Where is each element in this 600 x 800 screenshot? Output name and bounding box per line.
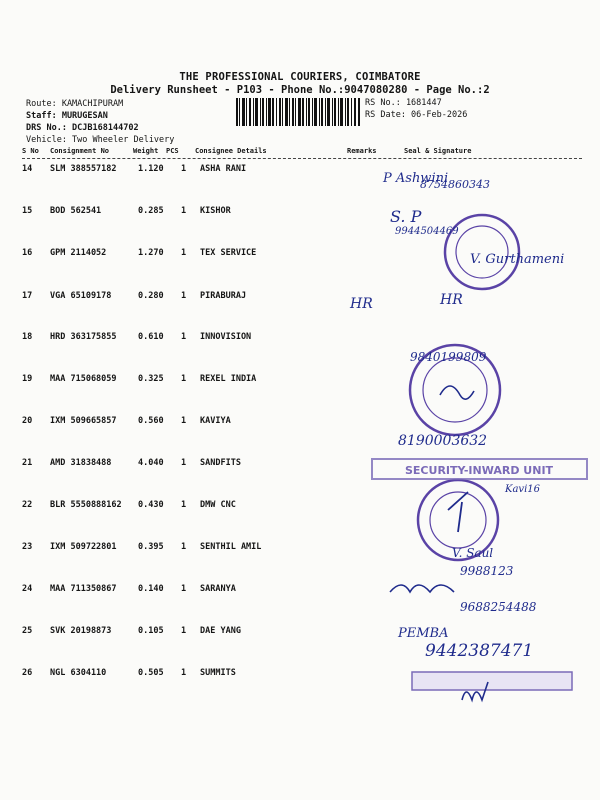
hw-row25-phone: 9442387471 [425, 641, 534, 661]
row-sno: 23 [22, 542, 33, 552]
row-sno: 15 [22, 206, 33, 216]
row-pcs: 1 [181, 668, 187, 678]
hw-row15-name: S. P [390, 207, 422, 226]
row-consignment: SLM 388557182 [50, 164, 117, 174]
row-pcs: 1 [181, 626, 187, 636]
row-consignment: IXM 509665857 [50, 416, 117, 426]
row-pcs: 1 [181, 500, 187, 510]
hw-row17-remark: HR [350, 296, 373, 312]
row-consignment: MAA 715068059 [50, 374, 117, 384]
route-label: Route: KAMACHIPURAM [26, 99, 124, 109]
col-consignment: Consignment No [50, 147, 110, 155]
hw-row25-name: PEMBA [398, 626, 449, 641]
col-weight: Weight [133, 147, 159, 155]
company-title: THE PROFESSIONAL COURIERS, COIMBATORE [179, 71, 421, 83]
rs-number: RS No.: 1681447 [365, 98, 442, 108]
table-row [0, 500, 600, 514]
row-weight: 0.610 [138, 332, 164, 342]
row-sno: 25 [22, 626, 33, 636]
hw-row23-phone: 9988123 [460, 564, 514, 578]
barcode-image [236, 98, 360, 126]
row-consignee: INNOVISION [200, 332, 252, 342]
row-consignment: IXM 509722801 [50, 542, 117, 552]
row-consignee: SENTHIL AMIL [200, 542, 262, 552]
row-pcs: 1 [181, 458, 187, 468]
row-consignee: DAE YANG [200, 626, 241, 636]
row-consignment: BOD 562541 [50, 206, 102, 216]
hw-row24-phone: 9688254488 [460, 600, 537, 614]
row-weight: 0.325 [138, 374, 164, 384]
row-weight: 4.040 [138, 458, 164, 468]
row-weight: 1.270 [138, 248, 164, 258]
col-sno: S No [22, 147, 39, 155]
row-pcs: 1 [181, 248, 187, 258]
table-row [0, 332, 600, 346]
row-consignee: SANDFITS [200, 458, 241, 468]
hw-row16-signature: V. Gurthameni [470, 252, 565, 267]
row-weight: 0.285 [138, 206, 164, 216]
drs-label: DRS No.: DCJB168144702 [26, 123, 139, 133]
row-consignee: KISHOR [200, 206, 231, 216]
row-pcs: 1 [181, 374, 187, 384]
staff-label: Staff: MURUGESAN [26, 111, 108, 121]
row-sno: 18 [22, 332, 33, 342]
row-sno: 22 [22, 500, 33, 510]
row-consignee: ASHA RANI [200, 164, 247, 174]
table-row [0, 164, 600, 178]
hw-row15-phone: 9944504469 [395, 226, 459, 237]
row-consignee: PIRABURAJ [200, 291, 247, 301]
row-sno: 17 [22, 291, 33, 301]
row-weight: 0.430 [138, 500, 164, 510]
row-consignee: DMW CNC [200, 500, 236, 510]
row-weight: 0.140 [138, 584, 164, 594]
table-row [0, 626, 600, 640]
row-consignee: KAVIYA [200, 416, 231, 426]
security-stamp-text: SECURITY-INWARD UNIT [405, 464, 554, 477]
row-pcs: 1 [181, 206, 187, 216]
row-pcs: 1 [181, 542, 187, 552]
row-pcs: 1 [181, 584, 187, 594]
row-consignment: HRD 363175855 [50, 332, 117, 342]
rs-date: RS Date: 06-Feb-2026 [365, 110, 468, 120]
table-row [0, 206, 600, 220]
col-remarks: Remarks [347, 147, 377, 155]
table-row [0, 374, 600, 388]
hw-row18-phone: 9840199809 [410, 350, 487, 364]
row-sno: 21 [22, 458, 33, 468]
row-sno: 19 [22, 374, 33, 384]
table-row [0, 542, 600, 556]
table-row [0, 291, 600, 305]
row-consignment: GPM 2114052 [50, 248, 107, 258]
row-consignee: TEX SERVICE [200, 248, 257, 258]
hw-row21-note: Kavi16 [505, 484, 541, 495]
row-consignment: VGA 65109178 [50, 291, 112, 301]
vehicle-label: Vehicle: Two Wheeler Delivery [26, 135, 175, 145]
row-consignment: AMD 31838488 [50, 458, 112, 468]
row-consignee: SARANYA [200, 584, 236, 594]
hw-row17-signature: HR [440, 292, 463, 308]
row-weight: 1.120 [138, 164, 164, 174]
table-row [0, 416, 600, 430]
row-pcs: 1 [181, 291, 187, 301]
row-weight: 0.280 [138, 291, 164, 301]
col-pcs: PCS [166, 147, 179, 155]
row-consignment: BLR 5550888162 [50, 500, 122, 510]
row-weight: 0.560 [138, 416, 164, 426]
row-weight: 0.505 [138, 668, 164, 678]
row-pcs: 1 [181, 332, 187, 342]
row-sno: 24 [22, 584, 33, 594]
row-sno: 20 [22, 416, 33, 426]
row-sno: 16 [22, 248, 33, 258]
hw-row14-phone: 8754860343 [420, 178, 490, 191]
runsheet-subtitle: Delivery Runsheet - P103 - Phone No.:9047080280 - Page No.:2 [110, 84, 490, 96]
row-consignment: SVK 20198873 [50, 626, 112, 636]
row-sno: 26 [22, 668, 33, 678]
row-consignment: MAA 711350867 [50, 584, 117, 594]
table-row [0, 248, 600, 262]
col-consignee: Consignee Details [195, 147, 267, 155]
row-consignee: SUMMITS [200, 668, 236, 678]
row-consignment: NGL 6304110 [50, 668, 107, 678]
table-row [0, 458, 600, 472]
row-weight: 0.395 [138, 542, 164, 552]
row-sno: 14 [22, 164, 33, 174]
hw-row23-signature: V. Saul [452, 546, 494, 560]
table-row [0, 668, 600, 682]
header-rule [22, 158, 582, 159]
table-row [0, 584, 600, 598]
row-consignee: REXEL INDIA [200, 374, 257, 384]
hw-row20-phone: 8190003632 [398, 433, 488, 449]
hw-row14-name: P Ashwini [383, 171, 449, 186]
row-pcs: 1 [181, 416, 187, 426]
col-seal: Seal & Signature [404, 147, 472, 155]
row-weight: 0.105 [138, 626, 164, 636]
row-pcs: 1 [181, 164, 187, 174]
